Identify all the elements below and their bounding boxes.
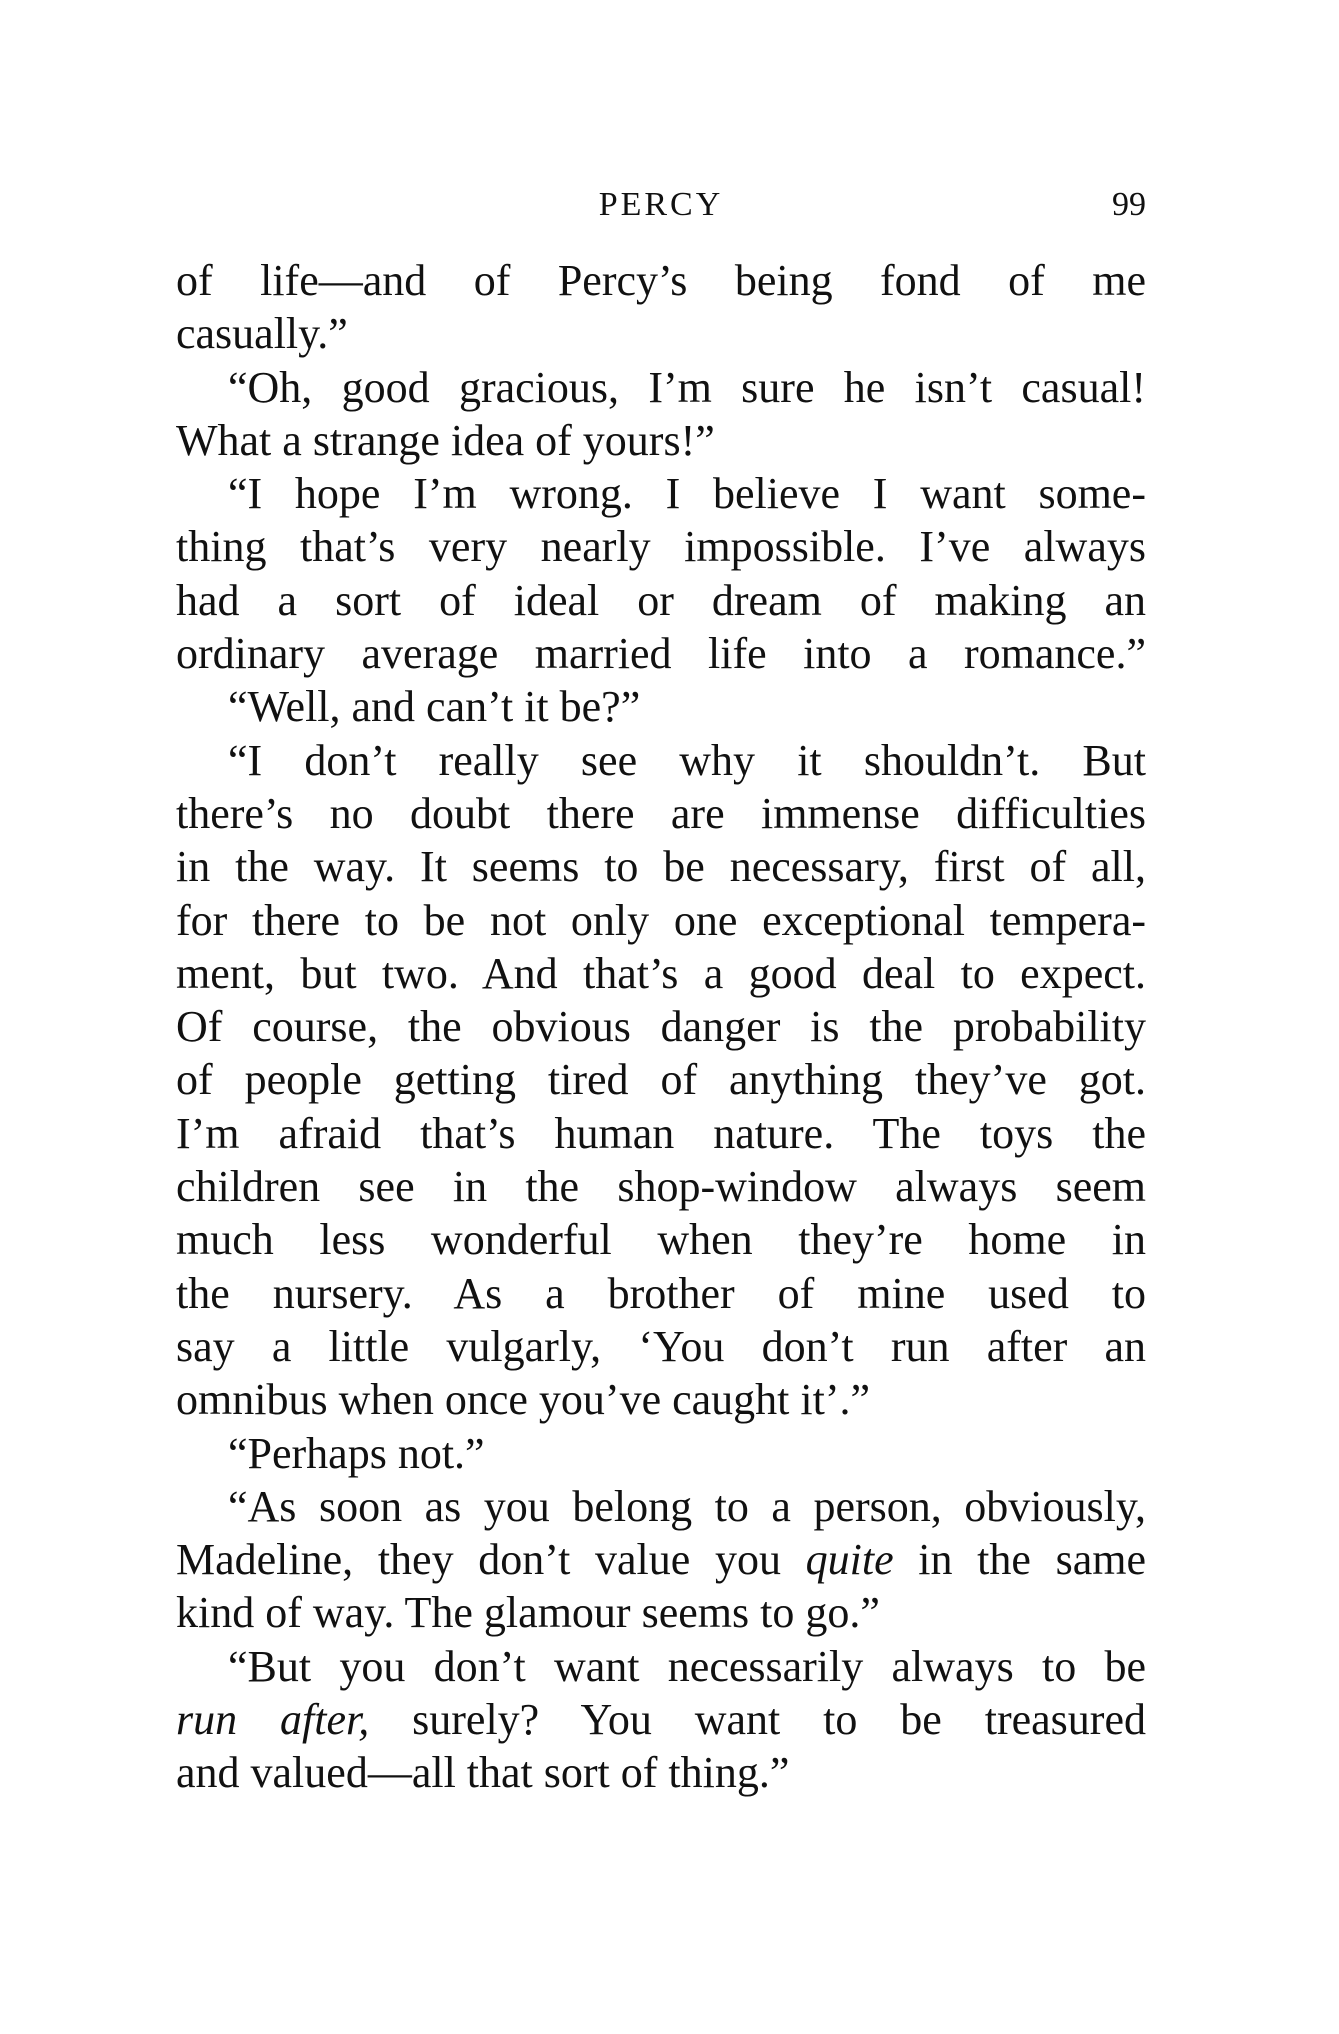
text-line <box>176 1693 1146 1746</box>
text-line: “I don’t really see why it shouldn’t. But <box>228 735 1146 785</box>
text-line: of people getting tired of anything they’ve got. <box>176 1055 1146 1105</box>
text-line: children see in the shop-window always seem <box>176 1162 1146 1212</box>
text-line: in the way. It seems to be necessary, first of all, <box>176 842 1146 892</box>
text-line: “Well, and can’t it be?” <box>228 682 641 732</box>
text-line: “As soon as you belong to a person, obviously, <box>228 1481 1146 1531</box>
text-run: surely? You want to be treasured <box>369 1695 1146 1745</box>
text-line: What a strange idea of yours!” <box>176 415 715 465</box>
text-line: kind of way. The glamour seems to go.” <box>176 1588 880 1638</box>
text-line: of life—and of Percy’s being fond of me <box>176 256 1146 305</box>
text-line: casually.” <box>176 309 348 359</box>
text-line: thing that’s very nearly impossible. I’ve always <box>176 522 1146 572</box>
text-line: Of course, the obvious danger is the probability <box>176 1002 1146 1052</box>
text-line: there’s no doubt there are immense difficulties <box>176 788 1146 838</box>
body-text <box>176 254 1146 1800</box>
text-line <box>176 1533 1146 1586</box>
text-line: ment, but two. And that’s a good deal to expect. <box>176 948 1146 998</box>
text-line: ordinary average married life into a romance.” <box>176 629 1146 679</box>
text-line: “Perhaps not.” <box>228 1428 485 1478</box>
text-line: say a little vulgarly, ‘You don’t run after an <box>176 1321 1146 1371</box>
italic-run: quite <box>805 1535 894 1585</box>
page-number: 99 <box>1112 186 1146 223</box>
running-head <box>176 186 1146 246</box>
text-line: the nursery. As a brother of mine used to <box>176 1268 1146 1318</box>
text-line: for there to be not only one exceptional tempera- <box>176 895 1146 945</box>
text-line: had a sort of ideal or dream of making an <box>176 575 1146 625</box>
text-run: in the same <box>893 1535 1146 1585</box>
text-line: I’m afraid that’s human nature. The toys the <box>176 1108 1146 1158</box>
text-line: “But you don’t want necessarily always to be <box>228 1641 1146 1691</box>
text-line: “I hope I’m wrong. I believe I want some- <box>228 469 1146 519</box>
text-run: Madeline, they don’t value you <box>176 1535 806 1585</box>
italic-run: run after, <box>176 1695 370 1745</box>
text-line: omnibus when once you’ve caught it’.” <box>176 1375 871 1425</box>
text-line: “Oh, good gracious, I’m sure he isn’t casual! <box>228 362 1146 412</box>
text-line: much less wonderful when they’re home in <box>176 1215 1146 1265</box>
running-title: PERCY <box>598 186 724 223</box>
text-line: and valued—all that sort of thing.” <box>176 1748 790 1798</box>
